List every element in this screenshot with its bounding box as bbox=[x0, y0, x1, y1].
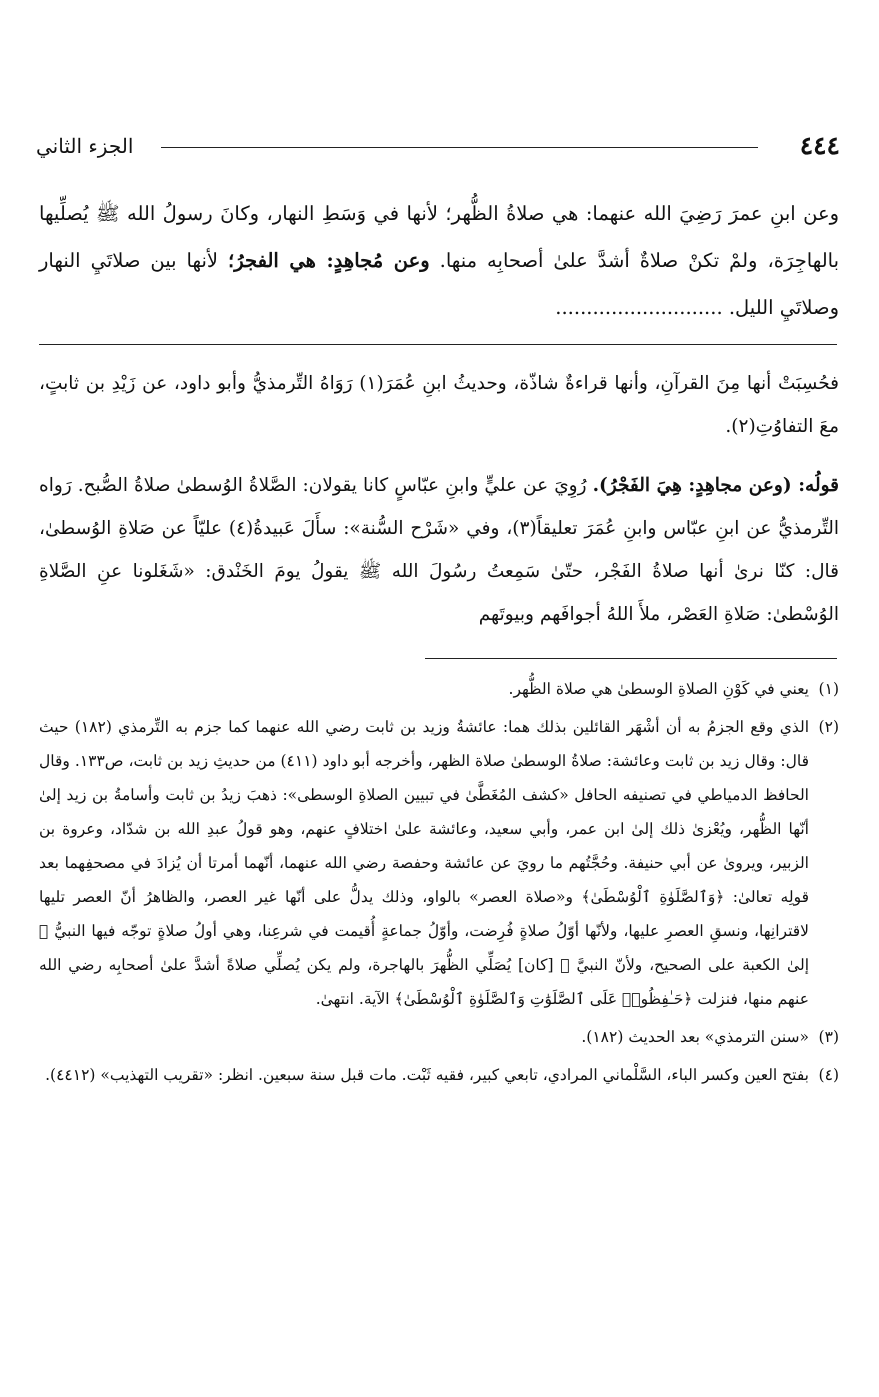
commentary-paragraph-2 bbox=[39, 464, 839, 636]
footnote-4 bbox=[39, 1058, 839, 1092]
footnote-text: «سنن الترمذي» بعد الحديث (١٨٢). bbox=[581, 1028, 809, 1046]
commentary-divider bbox=[39, 344, 837, 345]
page-header bbox=[36, 126, 840, 166]
footnote-text: يعني في كَوْنِ الصلاةِ الوسطىٰ هي صلاة الظُّهر. bbox=[508, 680, 809, 698]
footnote-number: (٣) bbox=[818, 1028, 839, 1046]
footnote-number: (٢) bbox=[818, 718, 839, 736]
footnote-3 bbox=[39, 1020, 839, 1054]
footnote-text: الذي وقع الجزمُ به أن أشْهَر القائلين بذلك هما: عائشةُ وزيد بن ثابت رضي الله عنهما كما جزم به التِّرمذي (١٨٢) حيث قال: وقال زيد بن ثابت وعائشة: صلاةُ الوسطىٰ صلاة الظهر، وأخرجه أبو داود (٤١١) من حديثِ زيد بن ثابت، ص١٣٣. وقال الحافظ الدمياطي في تصنيفه الحافل «كشف المُغَطَّىٰ في تبيين الصلاةِ الوسطى»: ذهبَ زيدُ بن ثابت وأسامةُ بن زيد إلىٰ أنّها الظُّهر، ويُعْزىٰ ذلك إلىٰ ابن عمر، وأبي سعيد، وعائشة علىٰ اختلافٍ عنهم، وهو قولُ عبدِ الله بن شدّاد، وعروة بن الزبير، ويروىٰ عن أبي حنيفة. وحُجَّتُهم ما رويَ عن عائشة وحفصة رضي الله عنهما، أنّهما أمرتا أن يُزادَ في مصحفِهما بعد قولِه تعالىٰ: ﴿وَٱلصَّلَوٰةِ ٱلْوُسْطَىٰ﴾ و«صلاة العصر» بالواو، وذلك يدلُّ على أنّها غير العصر، والظاهرُ أنّ العصر تليها لاقترانِها، ونسقِ العصرِ عليها، ولأنّها أوّلُ صلاةٍ فُرِضت، وأوّلُ جماعةٍ أُقيمت في شرعِنا، وهي أولُ صلاةٍ توجّه فيها النبيُّ ﷺ إلىٰ الكعبة على الصحيح، ولأنّ النبيَّ ﷺ [كان] يُصَلِّي الظُّهرَ بالهاجرة، ولم يكن يُصلِّي صلاةً أشدَّ علىٰ أصحابِه رضي الله عنهم منها، فنزلت ﴿حَـٰفِظُوا۟ عَلَى ٱلصَّلَوَٰتِ وَٱلصَّلَوٰةِ ٱلْوُسْطَىٰ﴾ الآية. انتهىٰ. bbox=[39, 718, 810, 1008]
main-paragraph bbox=[39, 190, 839, 331]
footnote-1 bbox=[39, 672, 839, 706]
header-divider bbox=[161, 147, 758, 148]
footnote-divider bbox=[425, 658, 837, 659]
footnote-2 bbox=[39, 710, 839, 1016]
main-text-bold: وعن مُجاهِدٍ: هي الفجرُ؛ bbox=[228, 249, 430, 272]
commentary bbox=[39, 362, 839, 636]
footnote-number: (١) bbox=[818, 680, 839, 698]
page-number: ٤٤٤ bbox=[799, 131, 840, 160]
commentary-heading: قولُه: (وعن مجاهِدٍ: هِيَ الفَجْرُ). bbox=[592, 475, 839, 496]
commentary-text: رُوِيَ عن عليٍّ وابنِ عبّاسٍ كانا يقولان: الصَّلاةُ الوُسطىٰ صلاةُ الصُّبح. رَواه التِّرمذيُّ عن ابنِ عبّاس وابنِ عُمَرَ تعليقاً(٣)، وفي «شَرْح السُّنة»: سأَلَ عَبيدةُ(٤) عليّاً عن صَلاةِ الوُسطىٰ، قال: كنّا نرىٰ أنها صلاةُ الفَجْر، حتّىٰ سَمِعتُ رسُولَ الله ﷺ يقولُ يومَ الخَنْدق: «شَغَلونا عنِ الصَّلاةِ الوُسْطىٰ: صَلاةِ العَصْر، ملأَ اللهُ أجوافَهم وبيوتَهم bbox=[39, 475, 839, 625]
footnotes bbox=[39, 672, 839, 1092]
volume-title: الجزء الثاني bbox=[36, 134, 134, 158]
footnote-text: بفتح العين وكسر الباء، السَّلْماني المرادي، تابعي كبير، فقيه ثَبْت. مات قبل سنة سبعين. انظر: «تقريب التهذيب» (٤٤١٢). bbox=[45, 1066, 809, 1084]
main-text-dots: ........................... bbox=[555, 296, 723, 319]
main-text-part-2: لأنها بين صلاتَيِ النهار وصلاتَيِ الليل. bbox=[39, 249, 839, 319]
main-text-part-1: وعن ابنِ عمرَ رَضِيَ الله عنهما: هي صلاةُ الظُّهر؛ لأنها في وَسَطِ النهار، وكانَ رسولُ الله ﷺ يُصلِّيها بالهاجِرَة، ولمْ تكنْ صلاةٌ أشدَّ علىٰ أصحابِه منها. bbox=[39, 202, 840, 272]
footnote-number: (٤) bbox=[818, 1066, 839, 1084]
commentary-paragraph-1: فحُسِبَتْ أنها مِنَ القرآنِ، وأنها قراءةٌ شاذّة، وحديثُ ابنِ عُمَرَ(١) رَوَاهُ التِّرمذيُّ وأبو داود، عن زَيْدِ بن ثابتٍ، معَ التفاوُتِ(٢). bbox=[39, 373, 839, 437]
main-text bbox=[39, 190, 839, 331]
